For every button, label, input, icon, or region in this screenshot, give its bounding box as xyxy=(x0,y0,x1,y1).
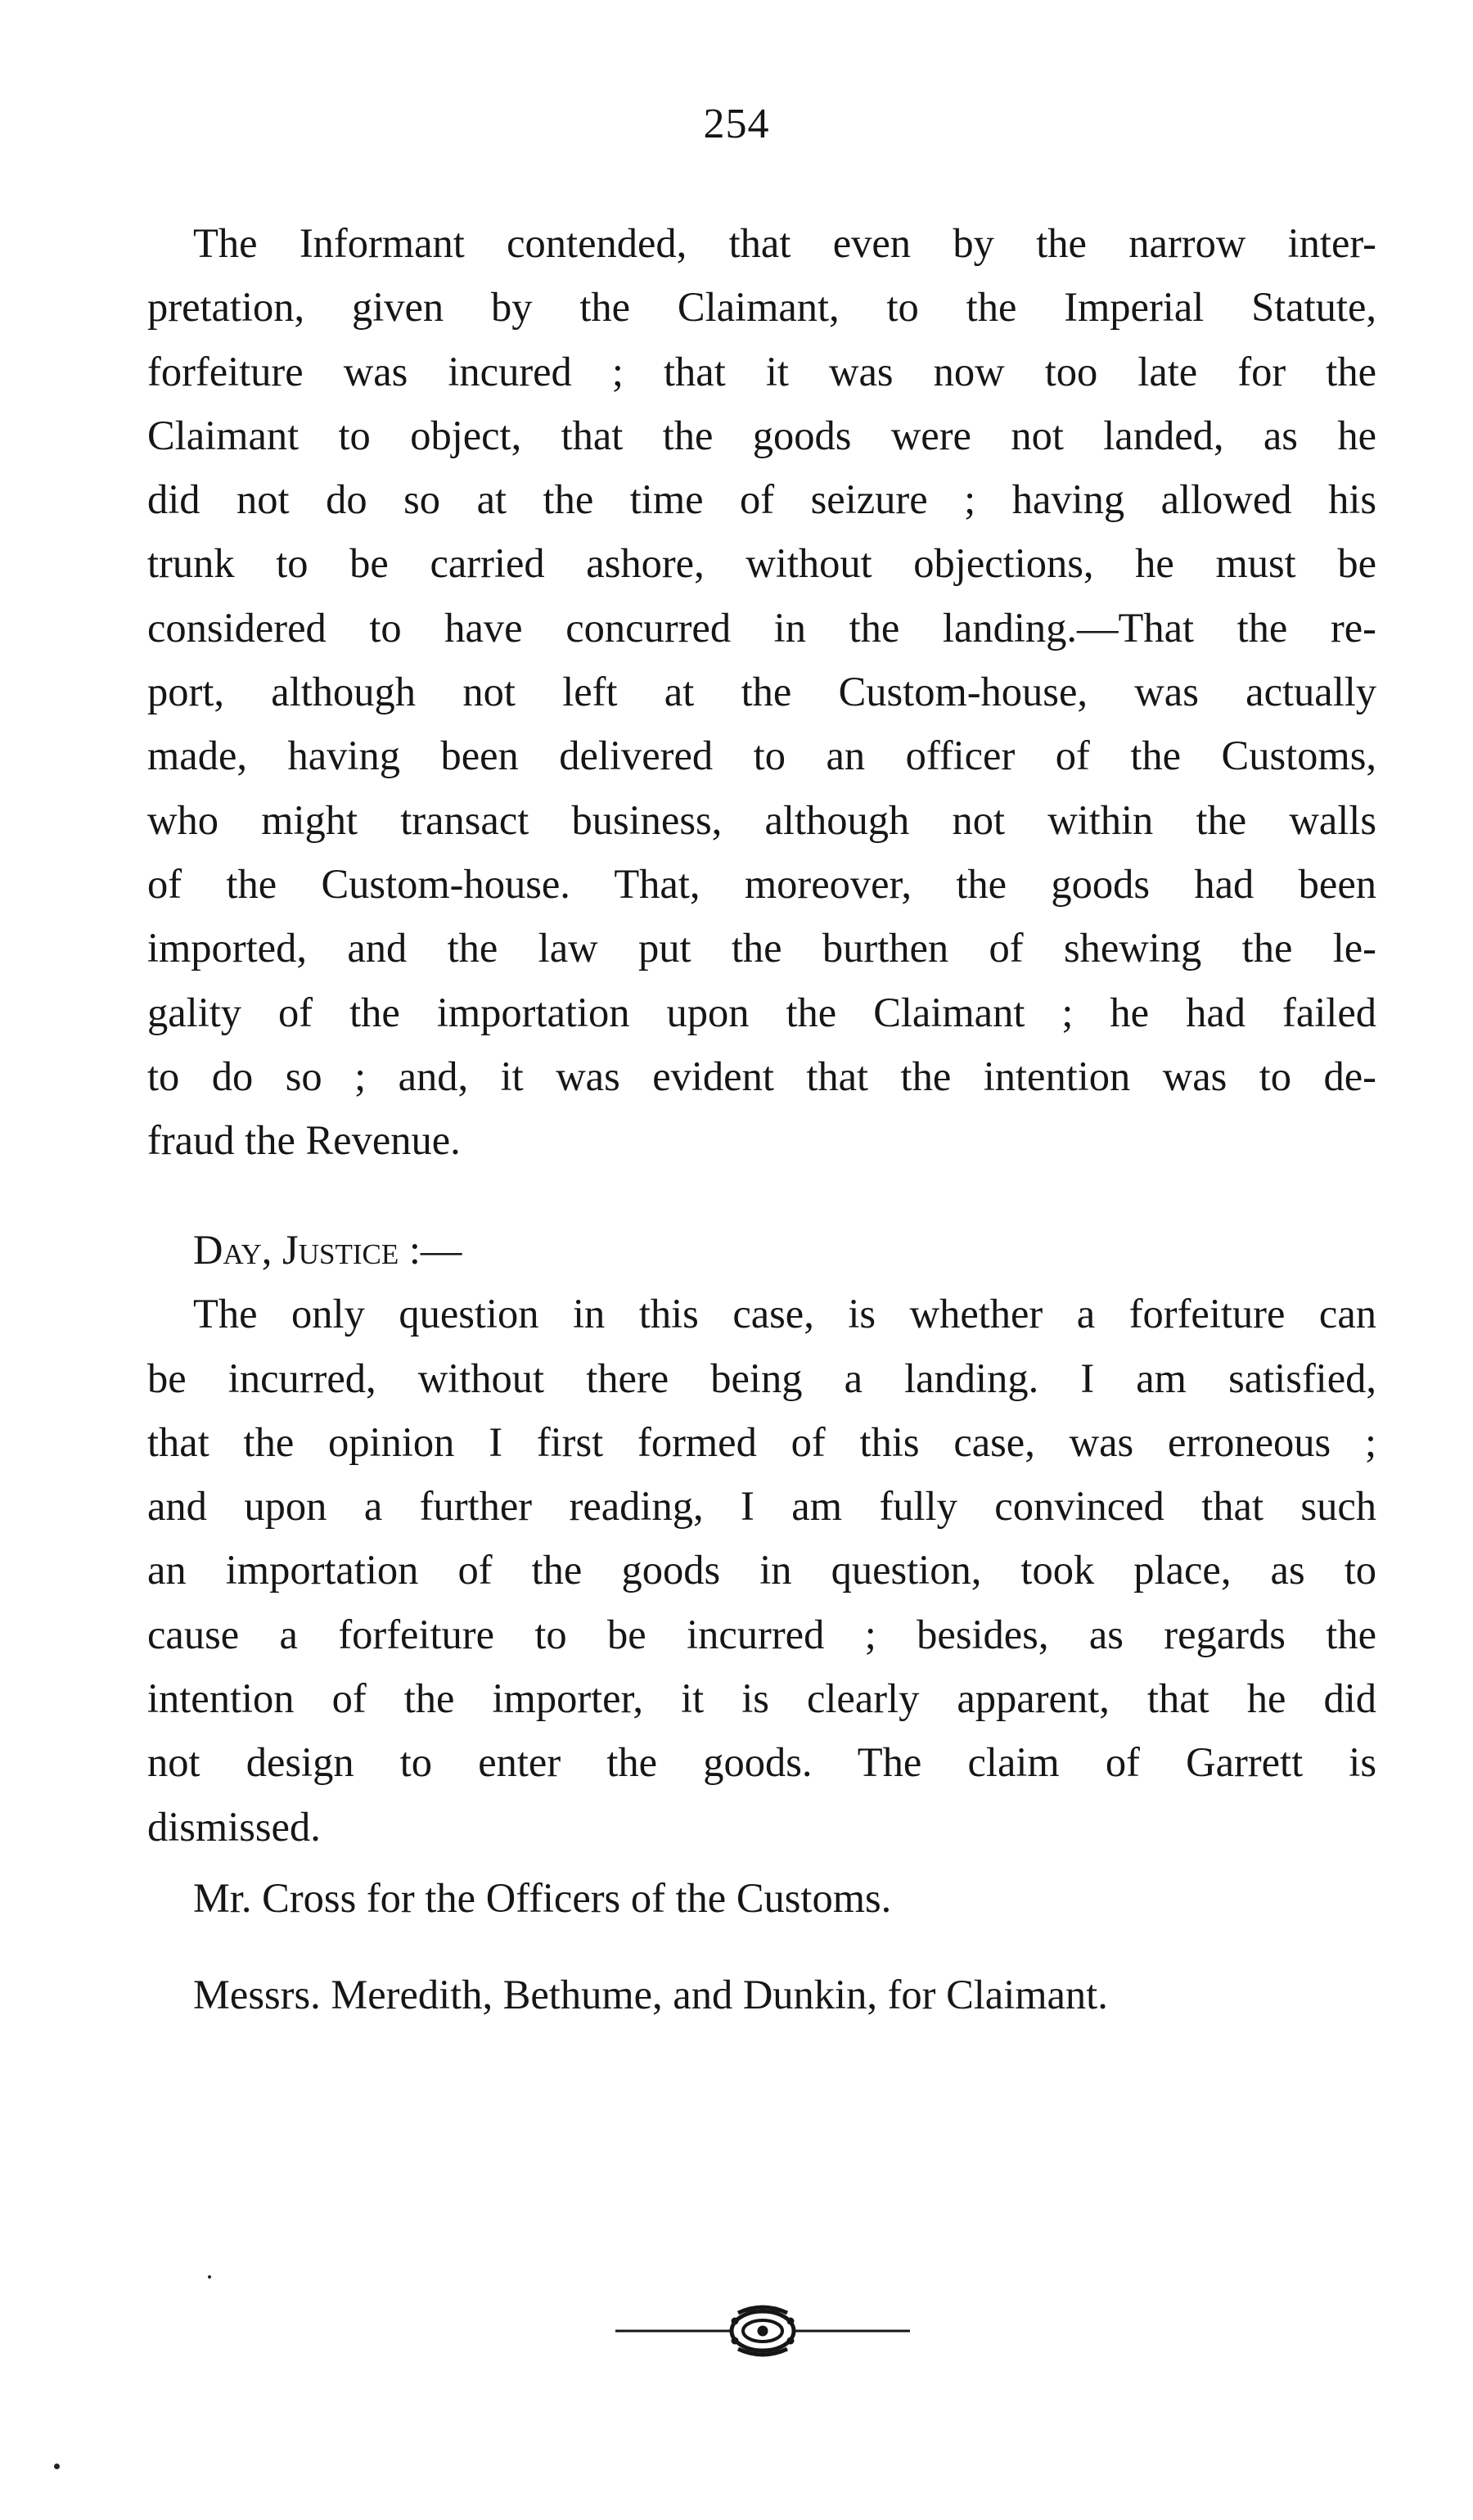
text-line: gality of the importation upon the Claimant ; he had failed xyxy=(147,989,1376,1035)
text-line: forfeiture was incured ; that it was now too late for the xyxy=(147,348,1376,394)
text-line: The only question in this case, is whether a forfeiture can xyxy=(193,1291,1376,1337)
stray-ink-dot xyxy=(208,2275,211,2279)
text-line: who might transact business, although not within the walls xyxy=(147,796,1376,843)
counsel-for-informant: Mr. Cross for the Officers of the Customs. xyxy=(193,1875,892,1921)
rosette-rule-ornament-icon xyxy=(615,2298,910,2364)
text-line: considered to have concurred in the landing.—That the re- xyxy=(147,604,1376,651)
text-line: dismissed. xyxy=(147,1803,321,1850)
text-line: intention of the importer, it is clearly apparent, that he did xyxy=(147,1675,1376,1722)
text-line: trunk to be carried ashore, without objections, he must be xyxy=(147,540,1376,587)
text-line: made, having been delivered to an officer of the Customs, xyxy=(147,733,1376,779)
page-number: 254 xyxy=(703,101,770,147)
text-line: pretation, given by the Claimant, to the Imperial Statute, xyxy=(147,284,1376,331)
text-line: not design to enter the goods. The claim of Garrett is xyxy=(147,1739,1376,1786)
counsel-for-claimant: Messrs. Meredith, Bethume, and Dunkin, for Claimant. xyxy=(193,1972,1108,2017)
text-line: Claimant to object, that the goods were not landed, as he xyxy=(147,412,1376,458)
text-line: to do so ; and, it was evident that the intention was to de- xyxy=(147,1053,1376,1099)
text-line: be incurred, without there being a landing. I am satisfied, xyxy=(147,1355,1376,1401)
text-line: of the Custom-house. That, moreover, the goods had been xyxy=(147,860,1376,907)
text-line: cause a forfeiture to be incurred ; besides, as regards the xyxy=(147,1611,1376,1657)
text-line: did not do so at the time of seizure ; having allowed his xyxy=(147,476,1376,523)
text-line: imported, and the law put the burthen of shewing the le- xyxy=(147,925,1376,971)
informant-argument-paragraph xyxy=(147,211,1376,1172)
text-line: an importation of the goods in question, took place, as to xyxy=(147,1547,1376,1594)
judge-speaker-heading: Day, Justice :— xyxy=(193,1227,462,1273)
text-line: fraud the Revenue. xyxy=(147,1117,461,1164)
text-line: that the opinion I first formed of this case, was erroneous ; xyxy=(147,1418,1376,1465)
text-line: The Informant contended, that even by the narrow inter- xyxy=(193,220,1376,266)
judgment-section xyxy=(147,1218,1376,1859)
stray-ink-dot xyxy=(54,2464,60,2469)
text-line: port, although not left at the Custom-house, was actually xyxy=(147,669,1376,715)
text-line: and upon a further reading, I am fully convinced that such xyxy=(147,1483,1376,1530)
